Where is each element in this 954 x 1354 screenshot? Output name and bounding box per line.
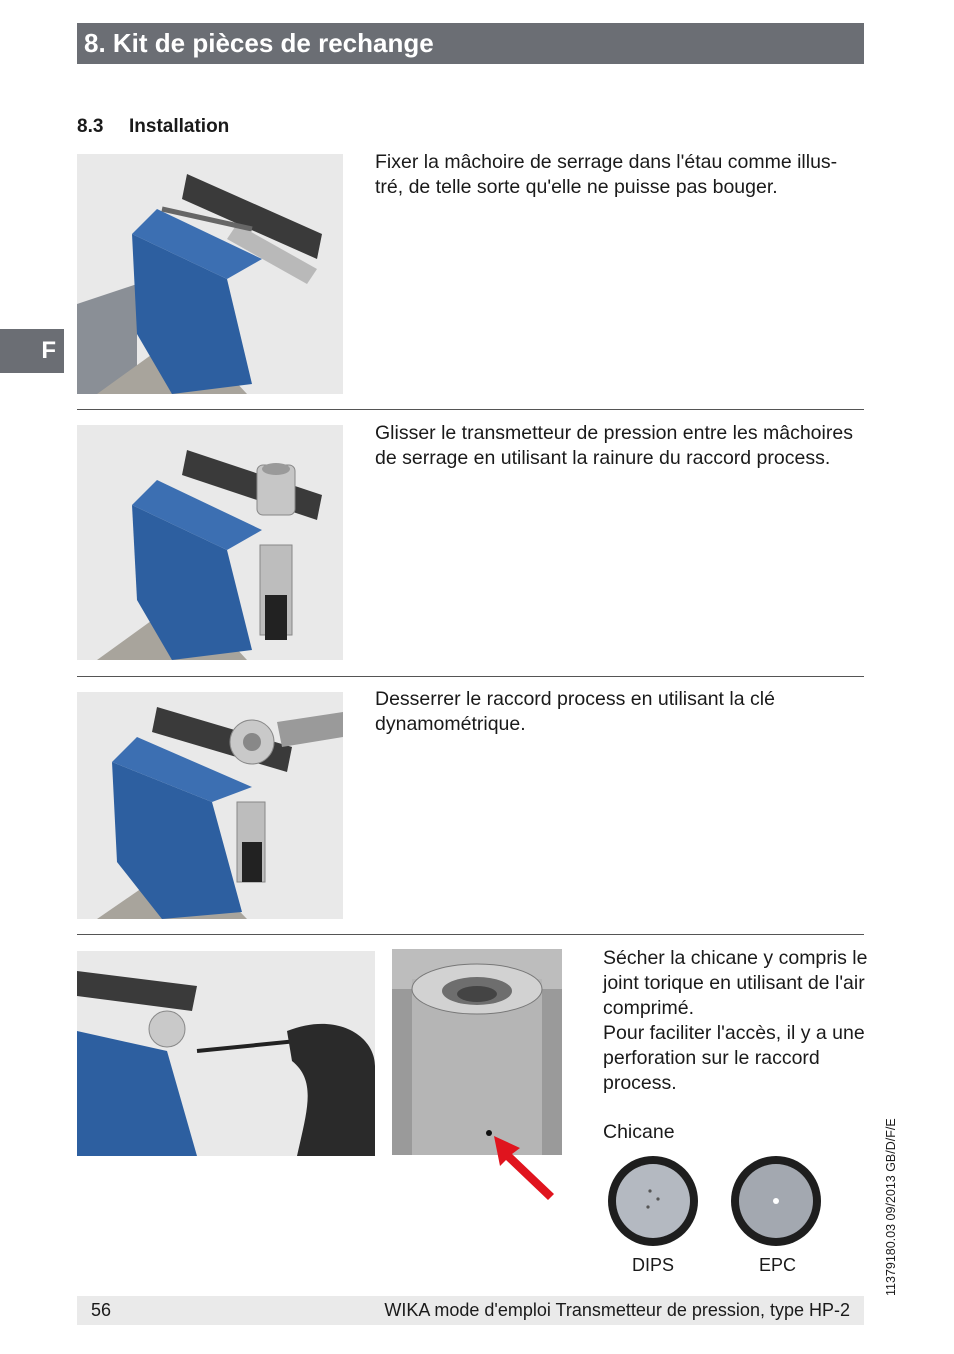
chapter-header [77, 23, 864, 64]
photo-vise-clamp-jaw [77, 154, 343, 394]
red-arrow-icon [480, 1130, 560, 1202]
section-number: 8.3 [77, 116, 104, 137]
section-title: Installation [129, 116, 230, 137]
photo-process-connection-hole [392, 949, 562, 1155]
photo-torque-wrench [77, 692, 343, 919]
epc-label: EPC [759, 1255, 797, 1275]
photo-transmitter-in-vise [77, 425, 343, 660]
step-divider [77, 676, 864, 677]
document-title: WIKA mode d'emploi Transmetteur de pression, type HP-2 [384, 1300, 850, 1320]
chicane-label: Chicane [603, 1121, 675, 1143]
section-heading [77, 116, 229, 138]
step-1-text: Fixer la mâchoire de serrage dans l'étau comme illus-tré, de telle sorte qu'elle ne puisse pas bouger. [375, 151, 838, 198]
page-footer [77, 1296, 864, 1325]
step-3-text: Desserrer le raccord process en utilisant la clé dynamométrique. [375, 688, 775, 735]
step-divider [77, 934, 864, 935]
document-code: 11379180.03 09/2013 GB/D/F/E [884, 1118, 898, 1296]
epc-chicane-image [729, 1155, 823, 1247]
page-number: 56 [91, 1300, 112, 1320]
photo-air-blow-gun [77, 951, 375, 1156]
step-divider [77, 409, 864, 410]
dips-chicane-image [606, 1155, 700, 1247]
dips-label: DIPS [632, 1255, 675, 1275]
language-tab: F [0, 329, 64, 373]
step-4-text: Sécher la chicane y compris le joint torique en utilisant de l'air comprimé. Pour faciliter l'accès, il y a une perforation sur le raccord process. [603, 947, 868, 1094]
step-2-text: Glisser le transmetteur de pression entre les mâchoires de serrage en utilisant la rainure du raccord process. [375, 422, 853, 469]
chapter-title: 8. Kit de pièces de rechange [84, 28, 434, 58]
